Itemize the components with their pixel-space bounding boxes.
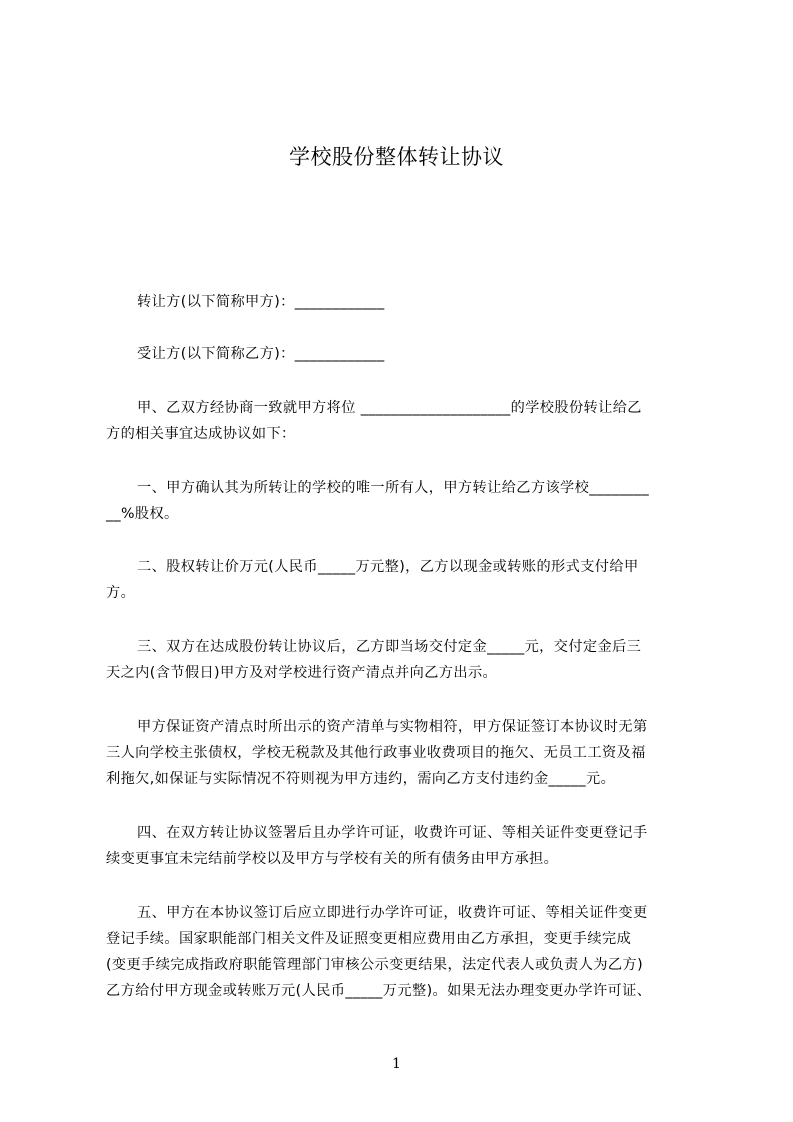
- transferee-field: [106, 341, 706, 367]
- document-title: 学校股份整体转让协议: [289, 145, 504, 169]
- paragraph-line: 五、甲方在本协议签订后应立即进行办学许可证，收费许可证、等相关证件变更: [137, 905, 648, 921]
- paragraph-line: 四、在双方转让协议签署后且办学许可证，收费许可证、等相关证件变更登记手: [137, 825, 648, 841]
- page-number: 1: [392, 1056, 401, 1072]
- clause-1: [106, 475, 706, 527]
- paragraph-line: 登记手续。国家职能部门相关文件及证照变更相应费用由乙方承担，变更手续完成: [106, 931, 632, 947]
- paragraph-line: 利拖欠,如保证与实际情况不符则视为甲方违约，需向乙方支付违约金_____元。: [106, 771, 616, 787]
- paragraph-line: 续变更事宜未完结前学校以及甲方与学校有关的所有债务由甲方承担。: [106, 851, 559, 867]
- clause-4: [106, 820, 706, 872]
- paragraph-line: 二、股权转让价万元(人民币_____万元整)，乙方以现金或转账的形式支付给甲: [137, 559, 639, 575]
- paragraph-line: 甲方保证资产清点时所出示的资产清单与实物相符，甲方保证签订本协议时无第: [137, 719, 648, 735]
- paragraph-line: 转让方(以下简称甲方)：____________: [137, 294, 385, 310]
- paragraph-line: (变更手续完成指政府职能管理部门审核公示变更结果，法定代表人或负责人为乙方): [106, 957, 644, 973]
- warranty-paragraph: [106, 714, 706, 792]
- clause-2: [106, 554, 706, 606]
- paragraph-line: 方的相关事宜达成协议如下：: [106, 426, 296, 442]
- preamble-paragraph: [106, 395, 706, 447]
- paragraph-line: 三人向学校主张债权，学校无税款及其他行政事业收费项目的拖欠、无员工工资及福: [106, 745, 646, 761]
- transferor-field: [106, 289, 706, 315]
- paragraph-line: 方。: [106, 585, 136, 601]
- paragraph-line: __%股权。: [106, 506, 179, 522]
- paragraph-line: 甲、乙双方经协商一致就甲方将位 ____________________的学校股份转让给乙: [137, 400, 642, 416]
- clause-3: [106, 634, 706, 686]
- paragraph-line: 受让方(以下简称乙方)：____________: [137, 346, 385, 362]
- clause-5: [106, 900, 706, 1004]
- paragraph-line: 乙方给付甲方现金或转账万元(人民币_____万元整)。如果无法办理变更办学许可证、: [106, 983, 652, 999]
- paragraph-line: 天之内(含节假日)甲方及对学校进行资产清点并向乙方出示。: [106, 665, 498, 681]
- paragraph-line: 一、甲方确认其为所转让的学校的唯一所有人，甲方转让给乙方该学校________: [137, 480, 650, 496]
- paragraph-line: 三、双方在达成股份转让协议后，乙方即当场交付定金_____元，交付定金后三: [137, 639, 642, 655]
